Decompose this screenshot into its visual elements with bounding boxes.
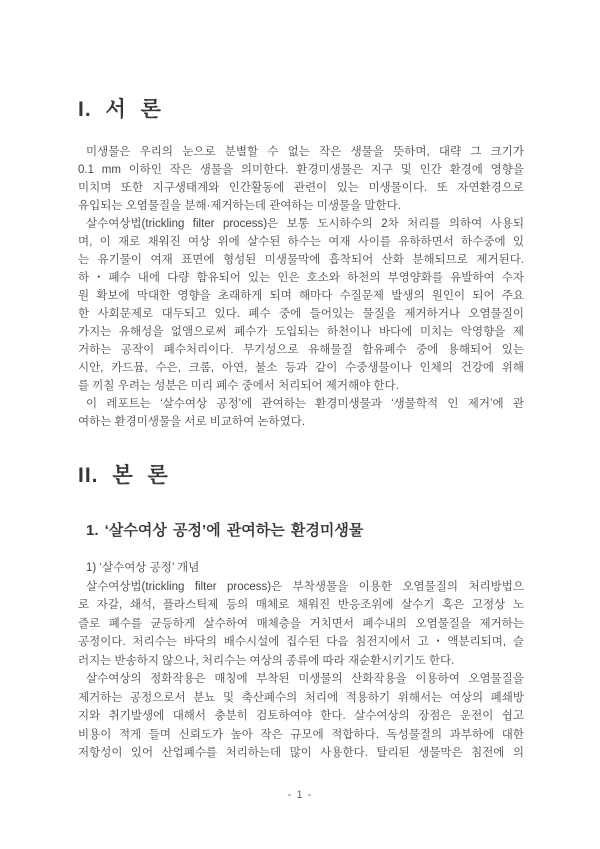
text-line: 를 끼칠 우려는 성분은 미리 폐수 중에서 처리되어 제거해야 한다. xyxy=(78,380,399,392)
text-line: 저항성이 있어 산업폐수를 처리하는데 많이 사용한다. 탈리된 생물막은 침전에 의 xyxy=(78,747,524,759)
text-line: 비용이 적게 들며 신뢰도가 높아 작은 규모에 적합하다. 독성물질의 과부하에 대한 xyxy=(78,728,524,741)
text-line: 가지는 유해성을 없앰으로써 폐수가 도입되는 하천이나 바다에 미치는 악영향을 제 xyxy=(78,326,524,338)
text-line: 여하는 환경미생물을 서로 비교하여 논하였다. xyxy=(78,416,306,428)
text-line: 유입되는 오염물질을 분해·제거하는데 관여하는 미생물을 말한다. xyxy=(78,200,401,212)
section-1-heading: I. 서 론 xyxy=(78,98,162,121)
text-line: 며, 이 재로 채워진 여상 위에 살수된 하수는 여재 사이를 유하하면서 하수중에 있 xyxy=(78,236,524,248)
text-line: 제거하는 공정으로서 분뇨 및 축산폐수의 처리에 적용하기 위해서는 여상의 폐쇄방 xyxy=(78,691,524,704)
text-line: 미치며 또한 지구생태계와 인간활동에 관련이 있는 미생물이다. 또 자연환경으로 xyxy=(78,182,524,194)
text-line: 한 사회문제로 대두되고 있다. 폐수 중에 들어있는 물질을 제거하거나 오염물질이 xyxy=(78,308,524,320)
text-line: 미생물은 우리의 눈으로 분별할 수 없는 작은 생물을 뜻하며, 대략 그 크기가 xyxy=(86,146,524,158)
text-line: 살수여상법(trickling filter process)은 부착생물을 이용한 오염물질의 처리방법으 xyxy=(86,580,524,593)
text-line: 원 확보에 막대한 영향을 초래하게 되며 해마다 수질문제 발생의 원인이 되어 주요 xyxy=(78,290,524,302)
paragraph-intro-3 xyxy=(78,395,524,431)
text-line: 이 레포트는 ‘살수여상 공정’에 관여하는 환경미생물과 ‘생물학적 인 제거’에 관 xyxy=(86,398,524,410)
text-line: 공정이다. 처리수는 바닥의 배수시설에 집수된 다음 침전지에서 고・액분리되며, 슬 xyxy=(78,636,524,648)
paragraph-intro-2 xyxy=(78,215,524,395)
paragraph-concept-title xyxy=(78,559,524,578)
text-line: 러지는 반송하지 않으나, 처리수는 여상의 종류에 따라 재순환시키기도 한다. xyxy=(78,654,455,667)
text-line: 는 유기물이 여재 표면에 형성된 미생물막에 흡착되어 산화 분해되므로 제거된다. xyxy=(78,254,524,266)
text-line: 로 자갈, 쇄석, 플라스틱제 등의 매체로 채워진 반응조위에 살수기 혹은 고정상 노 xyxy=(78,599,524,611)
section-2-heading: II. 본 론 xyxy=(78,464,169,487)
text-line: 지와 취기발생에 대해서 충분히 검토하여야 한다. 살수여상의 장점은 운전이 쉽고 xyxy=(78,710,524,722)
text-line: 즐로 폐수를 균등하게 살수하여 매체층을 거치면서 폐수내의 오염물질을 제거하는 xyxy=(78,617,524,630)
paragraph-intro-1 xyxy=(78,143,524,215)
paragraph-body-1 xyxy=(78,578,524,671)
text-line: 0.1 mm 이하인 작은 생물을 의미한다. 환경미생물은 지구 및 인간 환경에 영향을 xyxy=(78,164,524,176)
text-line: 1) ‘살수여상 공정’ 개념 xyxy=(86,562,200,574)
page-number: - 1 - xyxy=(287,789,313,801)
text-line: 하・폐수 내에 다량 함유되어 있는 인은 호소와 하천의 부영양화를 유발하여 수자 xyxy=(78,272,524,284)
text-line: 살수여상의 정화작용은 매칭에 부착된 미생물의 산화작용을 이용하여 오염물질을 xyxy=(86,673,524,685)
text-line: 시안, 카드뮴, 수은, 크롬, 아연, 불소 등과 같이 수중생물이나 인체의 건강에 위해 xyxy=(78,362,524,374)
subsection-1-heading: 1. ‘살수여상 공정’에 관여하는 환경미생물 xyxy=(86,522,364,539)
text-line: 거하는 공작이 폐수처리이다. 무기성으로 유해물질 함유폐수 중에 용해되어 있는 xyxy=(78,344,524,356)
paragraph-body-2 xyxy=(78,670,524,763)
text-line: 살수여상법(trickling filter process)은 보통 도시하수의 2차 처리를 의하여 사용되 xyxy=(86,218,524,230)
